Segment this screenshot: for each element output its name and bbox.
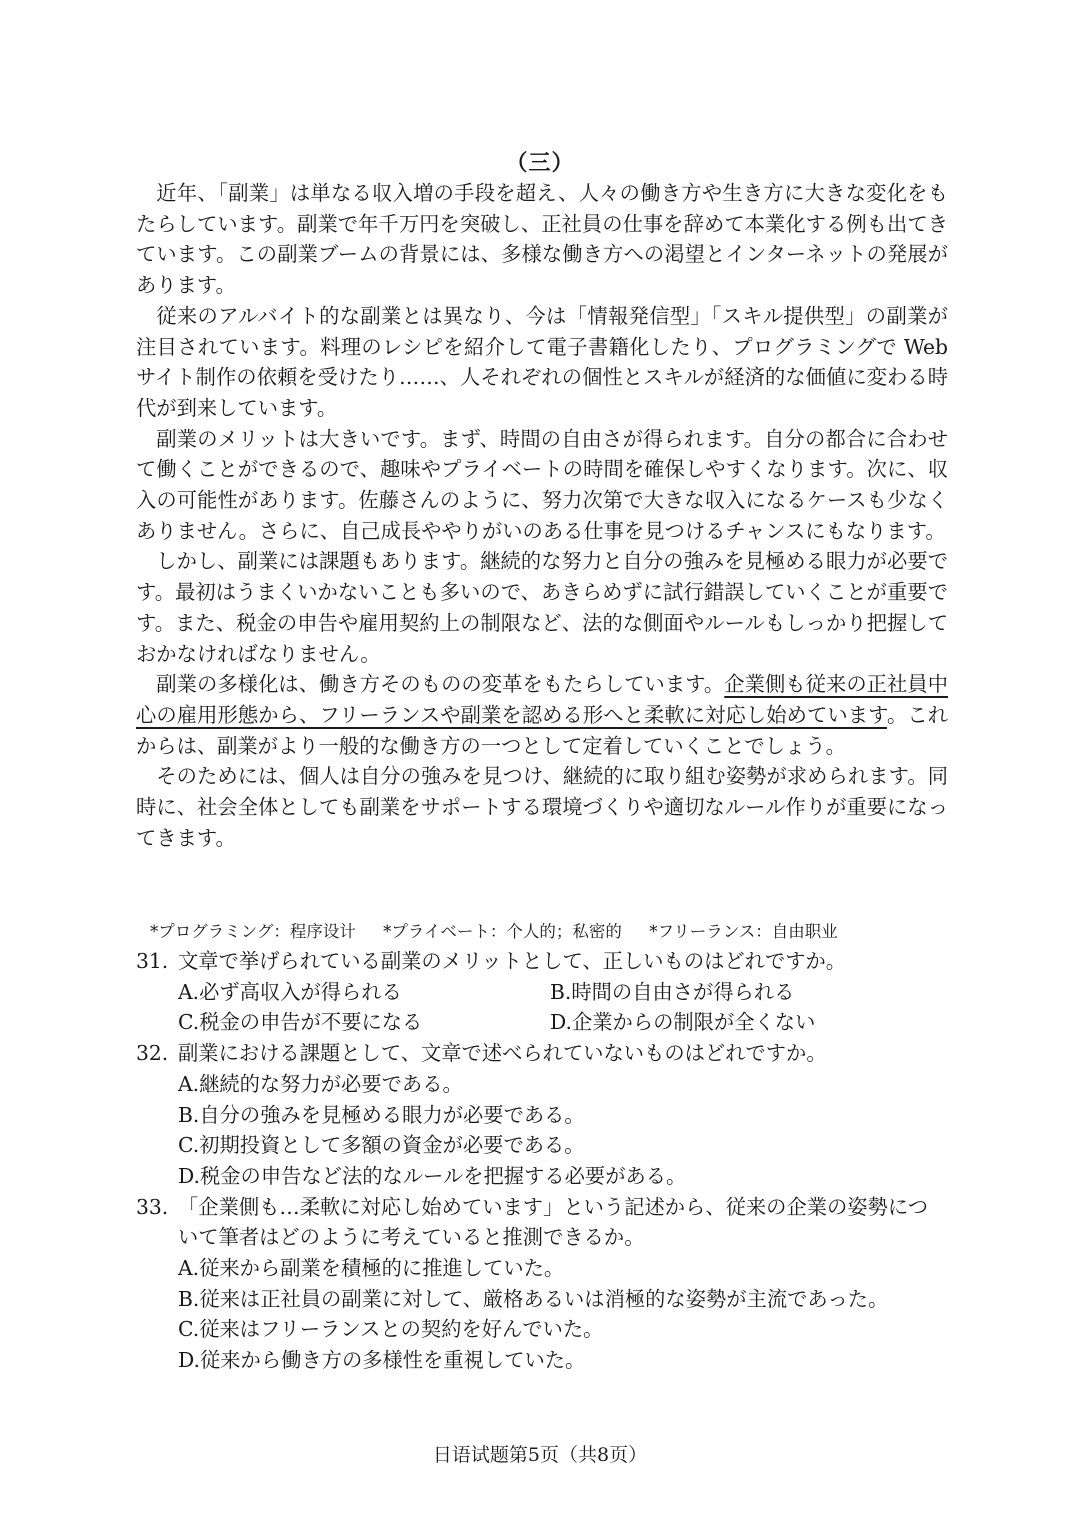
section-title: （三）: [505, 150, 575, 176]
question-33-options: [136, 1253, 948, 1376]
question-number: 33.: [136, 1194, 169, 1219]
option-c[interactable]: C.初期投資として多額の資金が必要である。: [178, 1133, 585, 1158]
option-d[interactable]: D.従来から働き方の多様性を重視していた。: [178, 1348, 586, 1373]
footnote-item: *プログラミング：程序设计: [150, 922, 356, 941]
question-number: 31.: [136, 949, 169, 973]
passage-p5-intro: 副業の多様化は、働き方そのものの変革をもたらしています。: [156, 672, 725, 697]
passage-paragraph-5: [136, 669, 948, 761]
underlined-sentence: 企業側も従来の正社員中心の雇用形態から、フリーランスや副業を認める形へと柔軟に対応し始めています: [136, 672, 948, 727]
option-b[interactable]: B.従来は正社員の副業に対して、厳格あるいは消極的な姿勢が主流であった。: [178, 1286, 889, 1311]
question-text: 文章で挙げられている副業のメリットとして、正しいものはどれですか。: [178, 949, 847, 973]
option-a[interactable]: A.従来から副業を積極的に推進していた。: [178, 1256, 565, 1281]
option-a[interactable]: A.継続的な努力が必要である。: [178, 1071, 463, 1096]
passage-paragraph-6: そのためには、個人は自分の強みを見つけ、継続的に取り組む姿勢が求められます。同時に、社会全体としても副業をサポートする環境づくりや適切なルール作りが重要になってきます。: [136, 764, 948, 850]
vocabulary-footnotes: [150, 918, 950, 942]
question-text: 「企業側も…柔軟に対応し始めています」という記述から、従来の企業の姿勢について筆者はどのように考えていると推測できるか。: [178, 1194, 929, 1250]
question-text: 副業における課題として、文章で述べられていないものはどれですか。: [178, 1041, 827, 1066]
passage-p5-conclusion: 。これからは、副業がより一般的な働き方の一つとして定着していくことでしょう。: [136, 702, 948, 758]
passage-paragraph-2: 従来のアルバイト的な副業とは異なり、今は「情報発信型」「スキル提供型」の副業が注目されています。料理のレシピを紹介して電子書籍化したり、プログラミングで Web サイト制作の依頼を受けたり……、人それぞれの個性とスキルが経済的な価値に変わる時代が到来しています。: [136, 303, 948, 420]
option-d[interactable]: D.企業からの制限が全くない: [550, 1010, 816, 1035]
question-32-options: [136, 1069, 948, 1192]
option-b[interactable]: B.時間の自由さが得られる: [550, 979, 795, 1004]
passage-paragraph-3: 副業のメリットは大きいです。まず、時間の自由さが得られます。自分の都合に合わせて働くことができるので、趣味やプライベートの時間を確保しやすくなります。次に、収入の可能性があります。佐藤さんのように、努力次第で大きな収入になるケースも少なくありません。さらに、自己成長ややりがいのある仕事を見つけるチャンスにもなります。: [136, 426, 948, 543]
option-c[interactable]: C.税金の申告が不要になる: [178, 1010, 423, 1035]
page-footer: 日语试题第5页（共8页）: [432, 1444, 648, 1466]
footnote-item: *プライベート：个人的；私密的: [383, 922, 622, 941]
option-d[interactable]: D.税金の申告など法的なルールを把握する必要がある。: [178, 1163, 687, 1188]
question-31: [136, 946, 948, 977]
question-number: 32.: [136, 1041, 169, 1066]
passage-paragraph-4: しかし、副業には課題もあります。継続的な努力と自分の強みを見極める眼力が必要です。最初はうまくいかないことも多いので、あきらめずに試行錯誤していくことが重要です。また、税金の申告や雇用契約上の制限など、法的な側面やルールもしっかり把握しておかなければなりません。: [136, 549, 948, 666]
question-list: [136, 946, 948, 1376]
option-c[interactable]: C.従来はフリーランスとの契約を好んでいた。: [178, 1317, 604, 1342]
question-32: [136, 1038, 948, 1069]
question-33: [136, 1192, 948, 1253]
option-b[interactable]: B.自分の強みを見極める眼力が必要である。: [178, 1102, 585, 1127]
question-31-options: [136, 977, 948, 1038]
reading-passage: [136, 178, 948, 853]
option-a[interactable]: A.必ず高収入が得られる: [178, 979, 402, 1004]
passage-paragraph-1: 近年、「副業」は単なる収入増の手段を超え、人々の働き方や生き方に大きな変化をもたらしています。副業で年千万円を突破し、正社員の仕事を辞めて本業化する例も出てきています。この副業ブームの背景には、多様な働き方への渇望とインターネットの発展があります。: [136, 181, 948, 298]
footnote-item: *フリーランス：自由职业: [649, 922, 838, 941]
